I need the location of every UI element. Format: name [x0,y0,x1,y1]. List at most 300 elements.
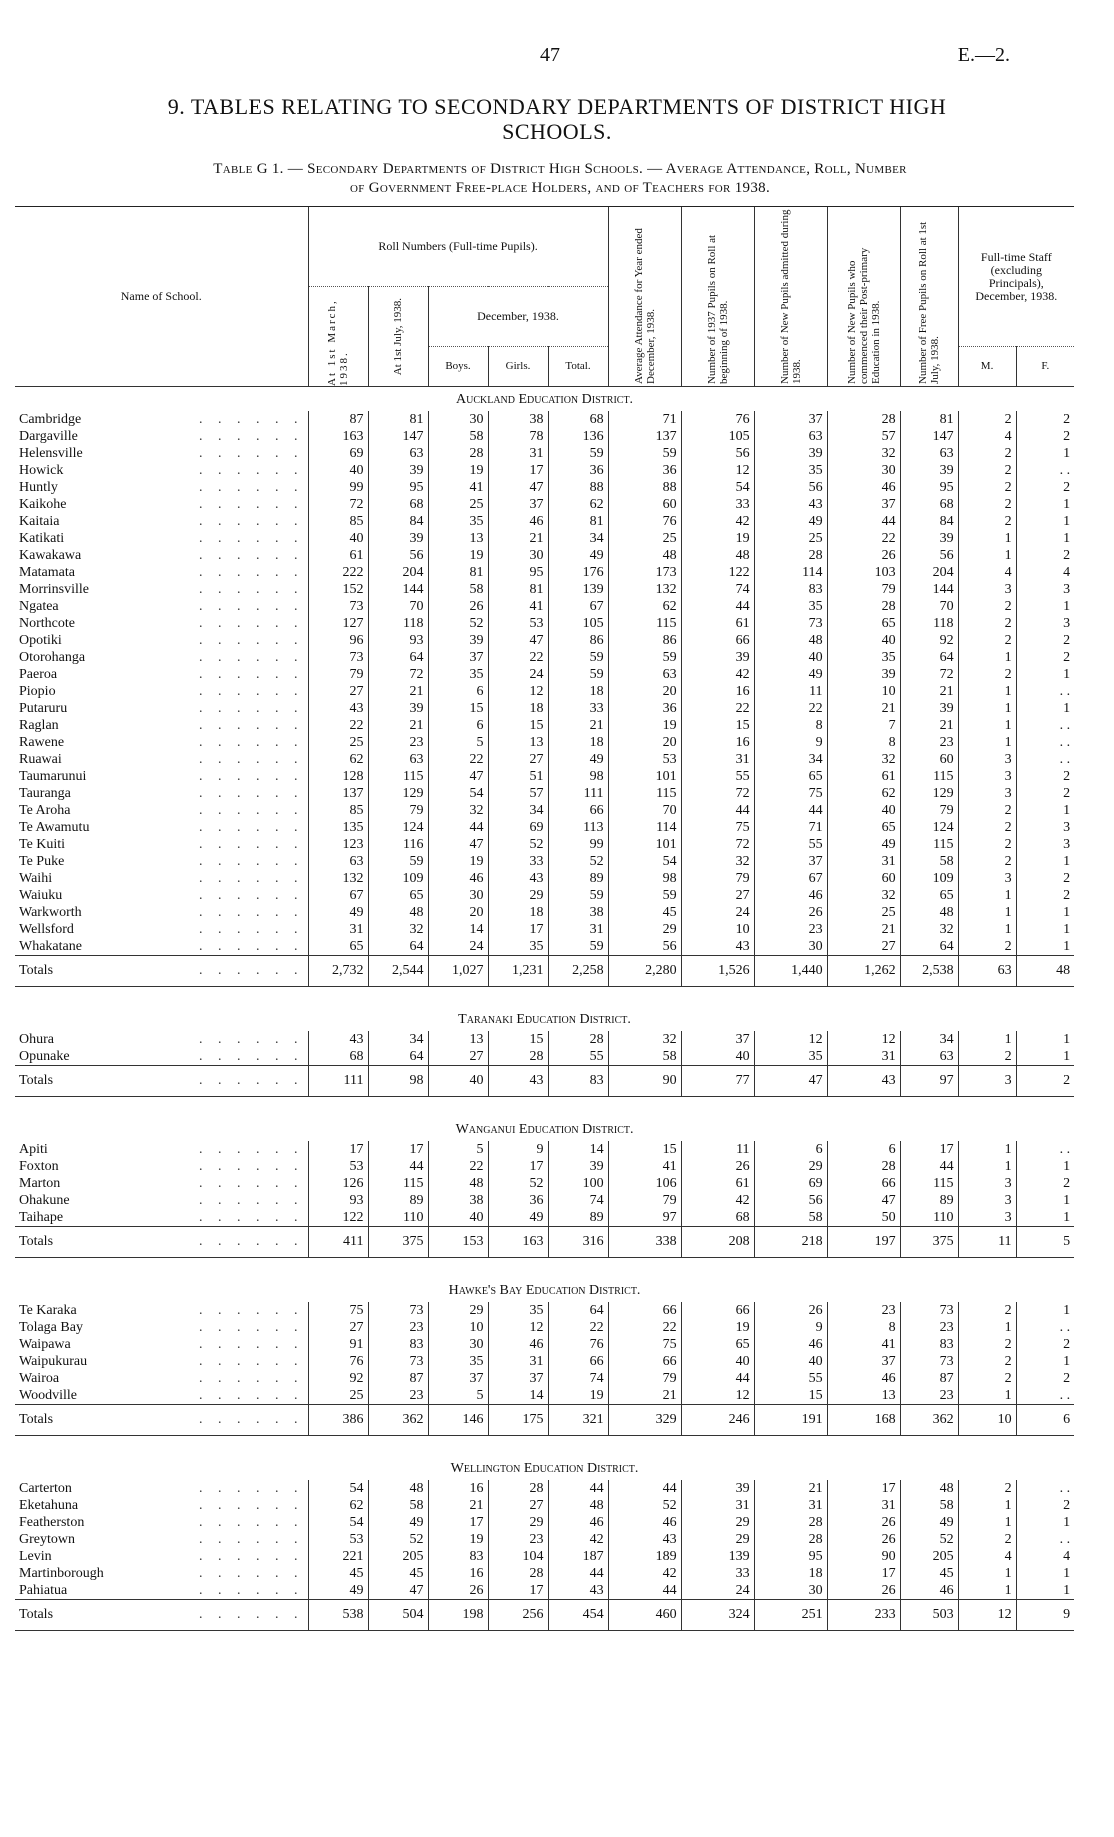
cell: 9 [488,1141,548,1158]
cell: 1 [958,1141,1016,1158]
cell: 90 [827,1548,900,1565]
cell: 37 [681,1031,754,1048]
col-free-pupils: Number of Free Pupils on Roll at 1st July, 1938. [900,207,958,387]
cell: 30 [754,1582,827,1600]
cell: 1 [958,700,1016,717]
cell: 18 [548,683,608,700]
leader-dots: . . . . . . [199,718,304,733]
school-name [15,462,308,479]
cell: 41 [428,479,488,496]
cell: 127 [308,615,368,632]
total-cell: 175 [488,1405,548,1436]
total-cell: 83 [548,1066,608,1097]
cell: 31 [488,445,548,462]
cell: 2 [1016,768,1074,785]
cell: 64 [548,1302,608,1319]
leader-dots: . . . . . . [199,1549,304,1564]
cell: 61 [681,615,754,632]
cell: 33 [681,496,754,513]
school-name [15,1192,308,1209]
cell: 63 [754,428,827,445]
cell: 56 [900,547,958,564]
school-name [15,904,308,921]
cell: 32 [428,802,488,819]
cell: 52 [488,1175,548,1192]
cell: 22 [754,700,827,717]
cell: 85 [308,513,368,530]
leader-dots: . . . . . . [199,1388,304,1403]
school-name [15,921,308,938]
cell: 163 [308,428,368,445]
cell: 13 [488,734,548,751]
table-row [15,581,1074,598]
cell: 27 [308,683,368,700]
cell: 122 [681,564,754,581]
col-full-time-staff: Full-time Staff (excluding Principals), December, 1938. [958,207,1074,347]
total-cell: 218 [754,1227,827,1258]
cell: 89 [900,1192,958,1209]
district-heading: Wellington Education District. [450,1460,639,1476]
cell: 23 [754,921,827,938]
school-name [15,1209,308,1227]
cell: 8 [827,734,900,751]
school-name-text: Wellsford [19,922,74,937]
cell: 47 [428,836,488,853]
cell: 16 [681,734,754,751]
cell: 64 [900,649,958,666]
cell: 56 [681,445,754,462]
cell: 75 [308,1302,368,1319]
cell: 81 [428,564,488,581]
leader-dots: . . . . . . [199,429,304,444]
cell: 45 [308,1565,368,1582]
cell: 47 [428,768,488,785]
totals-row [15,1227,1074,1258]
cell: 89 [548,1209,608,1227]
cell: 137 [308,785,368,802]
leader-dots: . . . . . . [199,1498,304,1513]
cell: 18 [488,904,548,921]
leader-dots: . . . . . . [199,548,304,563]
table-row [15,598,1074,615]
total-cell: 233 [827,1600,900,1631]
leader-dots: . . . . . . [199,565,304,580]
table-row [15,751,1074,768]
cell: 3 [958,1209,1016,1227]
cell: 126 [308,1175,368,1192]
school-name-text: Opotiki [19,633,62,648]
secondary-departments-table [15,206,1074,1631]
district-heading: Hawke's Bay Education District. [448,1282,641,1298]
district-heading-row [15,387,1074,412]
cell: 61 [681,1175,754,1192]
cell: 62 [548,496,608,513]
school-name [15,785,308,802]
cell: 62 [827,785,900,802]
school-name [15,530,308,547]
cell: 23 [368,1387,428,1405]
total-cell: 362 [900,1405,958,1436]
cell: 1 [1016,853,1074,870]
cell: 38 [428,1192,488,1209]
cell: 26 [428,1582,488,1600]
total-cell: 11 [958,1227,1016,1258]
cell: 87 [308,411,368,428]
cell: 122 [308,1209,368,1227]
school-name-text: Te Awamutu [19,820,90,835]
leader-dots: . . . . . . [199,735,304,750]
cell: 9 [754,734,827,751]
table-row [15,1565,1074,1582]
table-row [15,445,1074,462]
total-cell: 208 [681,1227,754,1258]
cell: 49 [548,547,608,564]
school-name [15,513,308,530]
cell: 21 [368,717,428,734]
cell: 204 [368,564,428,581]
cell: 42 [681,1192,754,1209]
cell: 55 [681,768,754,785]
cell: 24 [488,666,548,683]
cell: 12 [488,683,548,700]
cell: 2 [1016,428,1074,445]
school-name [15,428,308,445]
total-cell: 2 [1016,1066,1074,1097]
cell: 12 [754,1031,827,1048]
table-row [15,1582,1074,1600]
cell: 54 [428,785,488,802]
cell: 49 [308,1582,368,1600]
total-cell: 411 [308,1227,368,1258]
cell: 72 [368,666,428,683]
cell: 73 [900,1302,958,1319]
cell: 33 [548,700,608,717]
school-name-text: Piopio [19,684,56,699]
cell: 68 [548,411,608,428]
cell: 12 [488,1319,548,1336]
cell: 1 [958,649,1016,666]
cell: 66 [681,1302,754,1319]
cell: 89 [368,1192,428,1209]
school-name-text: Waipawa [19,1337,71,1352]
cell: 24 [681,1582,754,1600]
table-row [15,1514,1074,1531]
leader-dots: . . . . . . [199,752,304,767]
school-name [15,1582,308,1600]
cell: 29 [681,1514,754,1531]
cell: 11 [681,1141,754,1158]
cell: 16 [681,683,754,700]
cell: 46 [428,870,488,887]
cell: 63 [900,1048,958,1066]
cell: 2 [958,513,1016,530]
leader-dots: . . . . . . [199,1320,304,1335]
school-name [15,1175,308,1192]
cell: 41 [488,598,548,615]
total-cell: 375 [368,1227,428,1258]
cell: 53 [608,751,681,768]
school-name [15,1370,308,1387]
title-line-1: 9. TABLES RELATING TO SECONDARY DEPARTMENTS OF DISTRICT HIGH [167,94,947,119]
cell: 86 [608,632,681,649]
cell: 67 [754,870,827,887]
table-row [15,1209,1074,1227]
table-row [15,904,1074,921]
table-row [15,1302,1074,1319]
cell: 118 [368,615,428,632]
district-heading-row [15,1258,1074,1303]
cell: 72 [681,836,754,853]
cell: 3 [958,1192,1016,1209]
district-heading-row [15,1097,1074,1142]
cell: 34 [368,1031,428,1048]
cell: 2 [958,462,1016,479]
cell: 2 [958,853,1016,870]
cell: 55 [548,1048,608,1066]
cell: 13 [428,1031,488,1048]
cell: 69 [488,819,548,836]
cell: 32 [827,445,900,462]
table-row [15,1548,1074,1565]
cell: 40 [681,1353,754,1370]
cell: 2 [1016,479,1074,496]
school-name-text: Te Kuiti [19,837,66,852]
col-december-1938: December, 1938. [428,287,608,347]
school-name-text: Te Aroha [19,803,71,818]
cell: 3 [958,785,1016,802]
school-name [15,581,308,598]
cell: 37 [428,649,488,666]
cell: 39 [900,462,958,479]
cell: 43 [548,1582,608,1600]
cell: 19 [681,530,754,547]
total-cell: 3 [958,1066,1016,1097]
cell: 31 [548,921,608,938]
cell: 49 [754,666,827,683]
cell: 52 [900,1531,958,1548]
cell: 1 [1016,598,1074,615]
cell: 1 [958,1582,1016,1600]
table-row [15,1497,1074,1514]
cell: 3 [1016,836,1074,853]
cell: 26 [428,598,488,615]
cell: 46 [827,1370,900,1387]
cell: 31 [827,1497,900,1514]
cell: 64 [368,1048,428,1066]
cell: 33 [488,853,548,870]
total-cell: 111 [308,1066,368,1097]
cell: 66 [548,1353,608,1370]
cell: 3 [1016,615,1074,632]
school-name-text: Kaitaia [19,514,60,529]
cell: 29 [488,887,548,904]
cell: 37 [827,496,900,513]
cell: 73 [308,649,368,666]
cell: 98 [608,870,681,887]
table-body [15,387,1074,1631]
cell: 85 [308,802,368,819]
cell: . . [1016,1531,1074,1548]
cell: 74 [548,1192,608,1209]
school-name [15,683,308,700]
cell: 72 [681,785,754,802]
school-name [15,1514,308,1531]
leader-dots: . . . . . . [199,1412,304,1427]
cell: 106 [608,1175,681,1192]
table-row [15,666,1074,683]
cell: 48 [681,547,754,564]
cell: . . [1016,683,1074,700]
cell: 19 [428,462,488,479]
cell: 59 [608,445,681,462]
cell: 3 [958,751,1016,768]
cell: 99 [308,479,368,496]
cell: 40 [308,462,368,479]
cell: 1 [958,921,1016,938]
cell: 25 [308,734,368,751]
cell: 7 [827,717,900,734]
cell: 28 [548,1031,608,1048]
school-name-text: Waihi [19,871,53,886]
total-cell: 63 [958,956,1016,987]
cell: 65 [681,1336,754,1353]
table-row [15,462,1074,479]
cell: 4 [958,1548,1016,1565]
total-cell: 316 [548,1227,608,1258]
table-row [15,615,1074,632]
cell: 27 [681,887,754,904]
cell: 11 [754,683,827,700]
school-name-text: Dargaville [19,429,78,444]
cell: 65 [368,887,428,904]
cell: 28 [488,1048,548,1066]
cell: 39 [681,1480,754,1497]
cell: 28 [488,1565,548,1582]
cell: 26 [754,1302,827,1319]
cell: 1 [1016,1048,1074,1066]
cell: 4 [958,428,1016,445]
cell: 28 [827,411,900,428]
cell: 19 [608,717,681,734]
cell: 1 [958,887,1016,904]
cell: 2 [958,1370,1016,1387]
cell: 2 [958,1353,1016,1370]
cell: 89 [548,870,608,887]
page-number: 47 [540,44,560,66]
cell: 40 [827,632,900,649]
cell: 2 [958,615,1016,632]
school-name [15,1387,308,1405]
leader-dots: . . . . . . [199,1354,304,1369]
cell: 2 [958,411,1016,428]
cell: 147 [900,428,958,445]
total-cell: 2,280 [608,956,681,987]
cell: 92 [900,632,958,649]
school-name-text: Cambridge [19,412,82,427]
cell: 40 [681,1048,754,1066]
table-row [15,1031,1074,1048]
cell: 63 [368,445,428,462]
cell: 12 [827,1031,900,1048]
cell: 1 [958,1565,1016,1582]
cell: 64 [900,938,958,956]
school-name-text: Helensville [19,446,83,461]
cell: 36 [488,1192,548,1209]
cell: 68 [368,496,428,513]
cell: 40 [754,649,827,666]
school-name [15,887,308,904]
table-caption [40,160,1080,198]
cell: 59 [548,649,608,666]
cell: 118 [900,615,958,632]
cell: 73 [900,1353,958,1370]
school-name-text: Kaikohe [19,497,67,512]
cell: 109 [900,870,958,887]
leader-dots: . . . . . . [199,905,304,920]
cell: 20 [428,904,488,921]
cell: 63 [308,853,368,870]
cell: 69 [754,1175,827,1192]
cell: 25 [754,530,827,547]
cell: 34 [900,1031,958,1048]
cell: 37 [754,853,827,870]
cell: 1 [958,1514,1016,1531]
total-cell: 1,440 [754,956,827,987]
cell: 17 [428,1514,488,1531]
cell: 39 [900,700,958,717]
cell: 110 [368,1209,428,1227]
cell: 1 [958,1387,1016,1405]
school-name-text: Ohura [19,1032,54,1047]
school-name [15,836,308,853]
cell: 68 [681,1209,754,1227]
table-row [15,564,1074,581]
col-name-of-school: Name of School. [15,207,308,387]
cell: 48 [428,1175,488,1192]
col-average-attendance: Average Attendance for Year ended December, 1938. [608,207,681,387]
total-cell: 10 [958,1405,1016,1436]
leader-dots: . . . . . . [199,769,304,784]
cell: 37 [754,411,827,428]
cell: 31 [681,751,754,768]
cell: 32 [608,1031,681,1048]
cell: 39 [368,530,428,547]
cell: 205 [368,1548,428,1565]
cell: 26 [754,904,827,921]
cell: 2 [958,666,1016,683]
cell: 2 [958,632,1016,649]
cell: 53 [308,1531,368,1548]
cell: 25 [428,496,488,513]
cell: 41 [608,1158,681,1175]
cell: 69 [308,445,368,462]
cell: 39 [368,700,428,717]
cell: 22 [548,1319,608,1336]
cell: 53 [488,615,548,632]
cell: 43 [488,870,548,887]
cell: 79 [608,1192,681,1209]
cell: 45 [900,1565,958,1582]
table-row [15,1480,1074,1497]
cell: 48 [900,904,958,921]
table-row [15,411,1074,428]
cell: 101 [608,836,681,853]
cell: 32 [827,887,900,904]
cell: 72 [308,496,368,513]
table-row [15,785,1074,802]
cell: 17 [368,1141,428,1158]
cell: 22 [681,700,754,717]
